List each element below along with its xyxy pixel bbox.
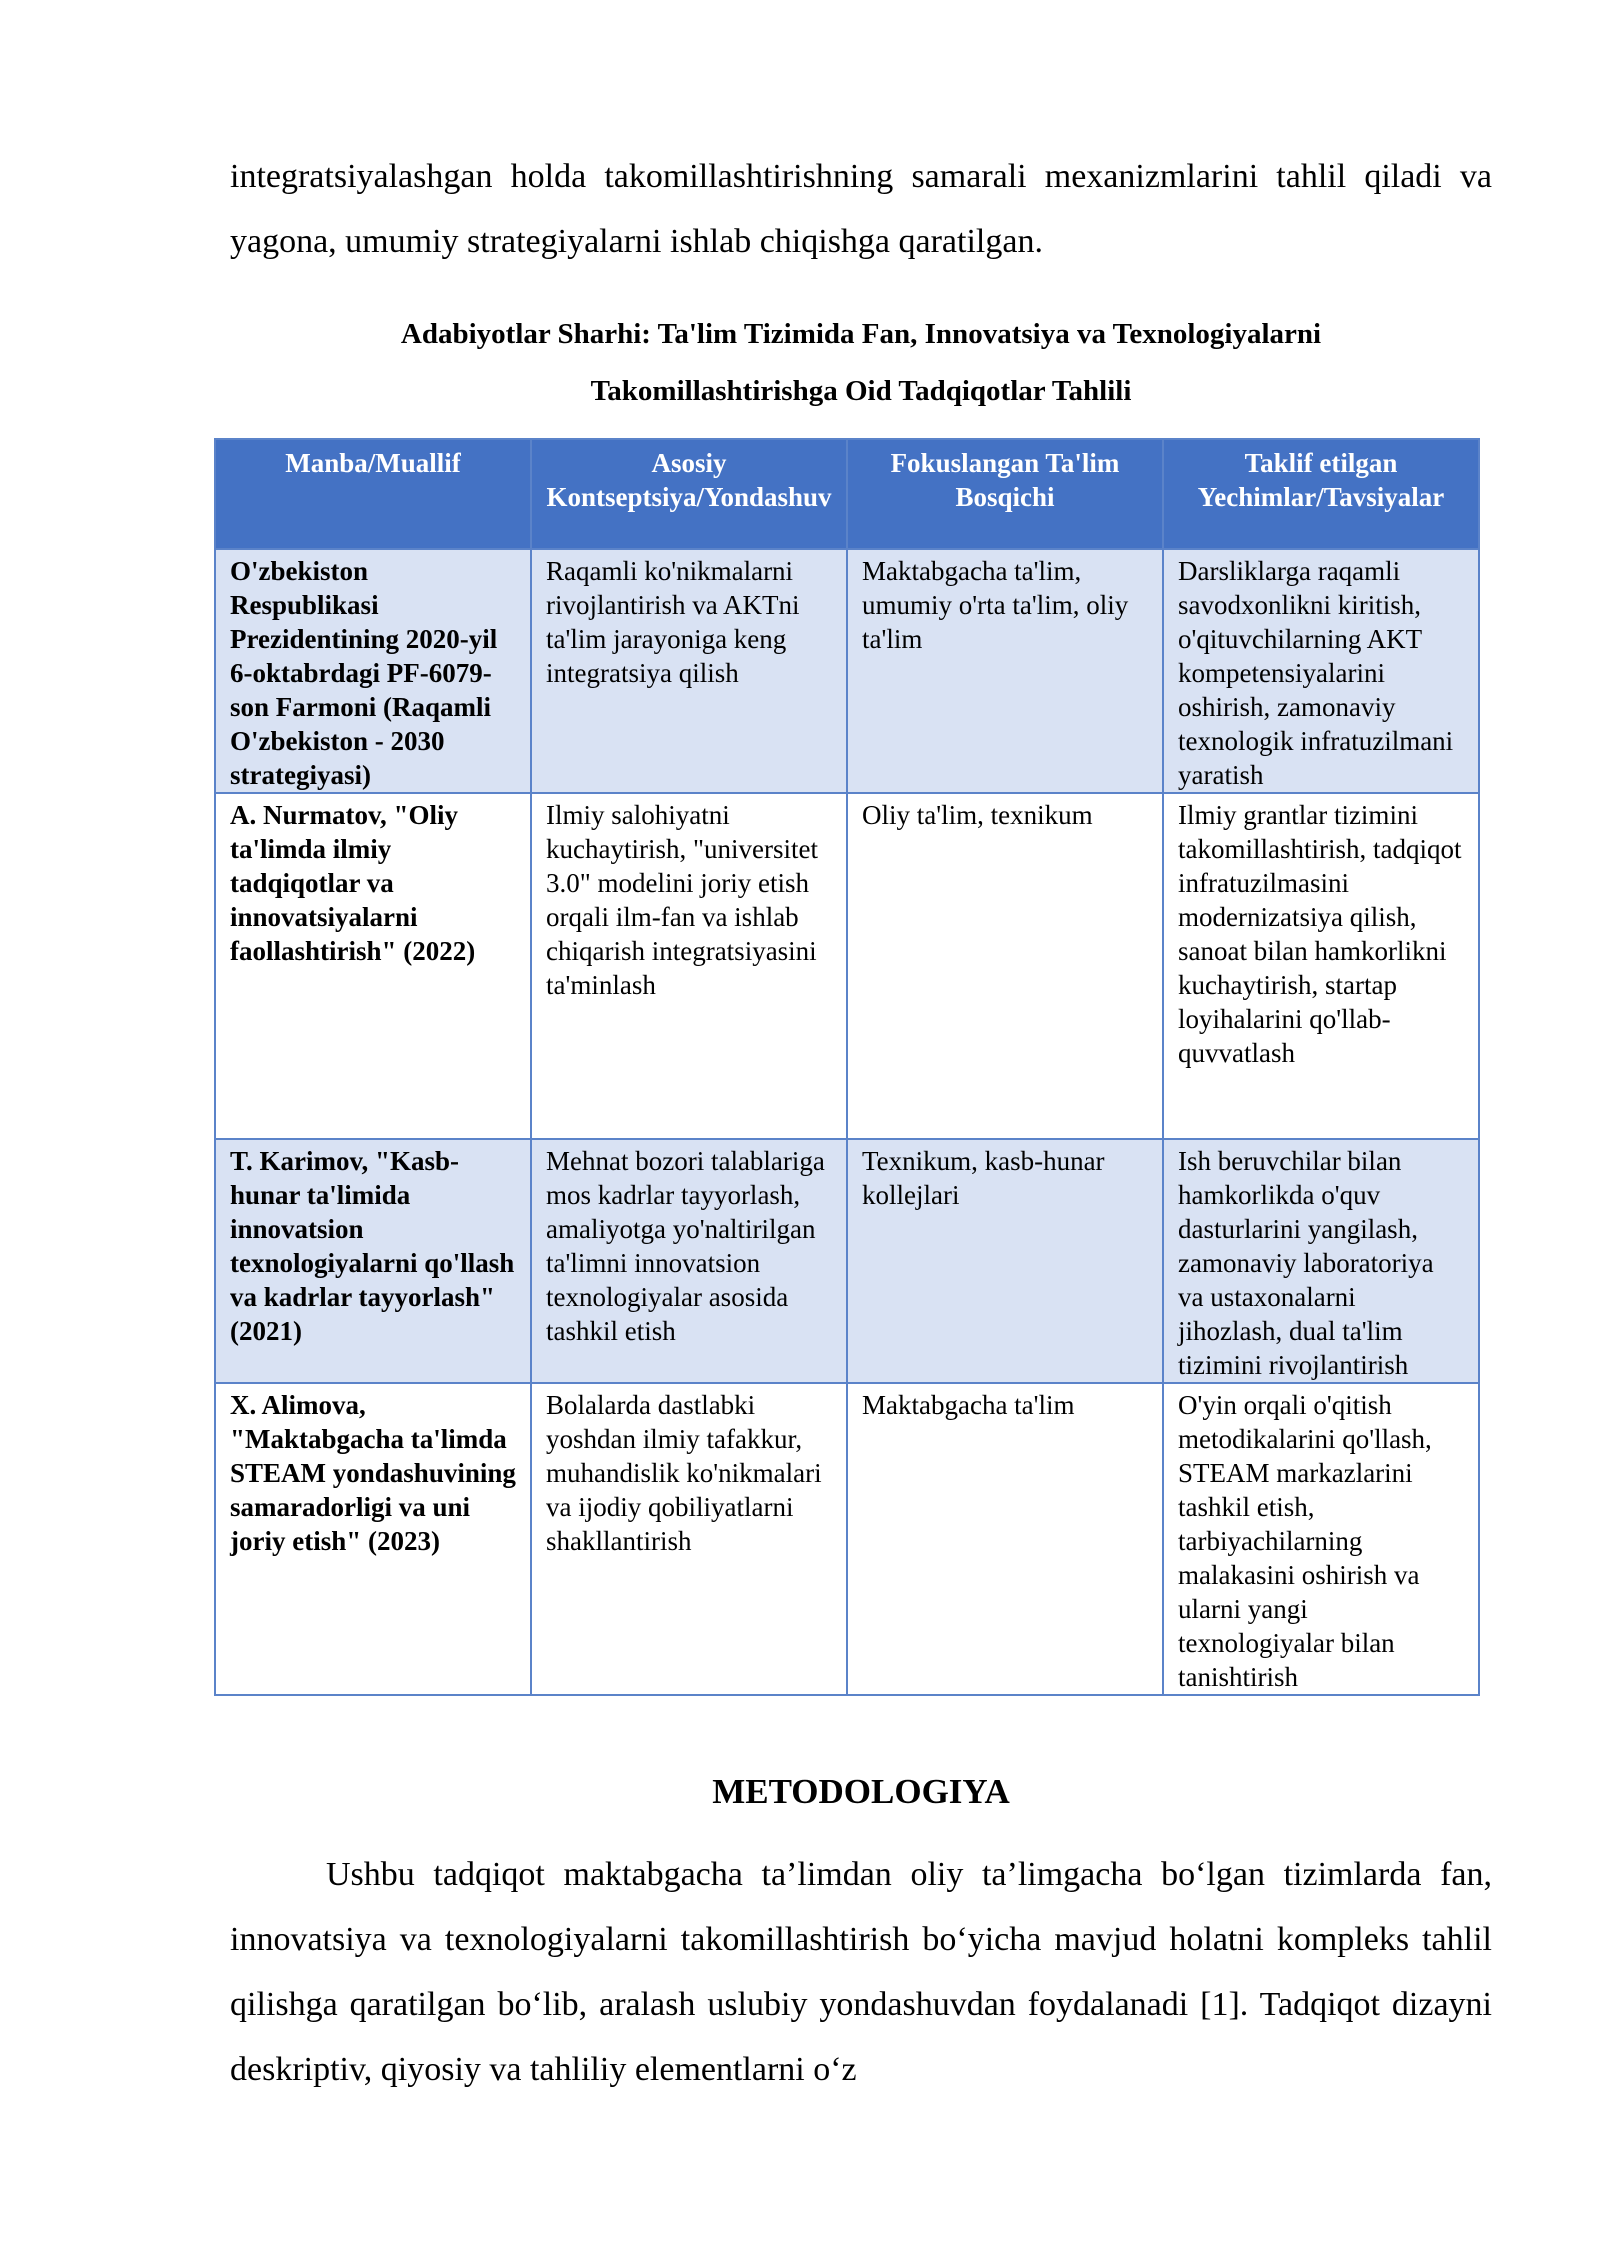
cell-solutions: Ish beruvchilar bilan hamkorlikda o'quv dasturlarini yangilash, zamonaviy laboratoriya va ustaxonalarni jihozlash, dual ta'lim tizimini rivojlantirish (1163, 1139, 1479, 1383)
methodology-paragraph: Ushbu tadqiqot maktabgacha ta’limdan oliy ta’limgacha bo‘lgan tizimlarda fan, innovatsiya va texnologiyalarni takomillashtirish bo‘yicha mavjud holatni kompleks tahlil qilishga qaratilgan bo‘lib, aralash uslubiy yondashuvdan foydalanadi [1]. Tadqiqot dizayni deskriptiv, qiyosiy va tahliliy elementlarni o‘z (230, 1856, 1492, 2088)
literature-review-table (214, 438, 1480, 1696)
section-heading: METODOLOGIYA (712, 1772, 1010, 1811)
cell-solutions: O'yin orqali o'qitish metodikalarini qo'llash, STEAM markazlarini tashkil etish, tarbiyachilarning malakasini oshirish va ularni yangi texnologiyalar bilan tanishtirish (1163, 1383, 1479, 1695)
cell-source: X. Alimova, "Maktabgacha ta'limda STEAM yondashuvining samaradorligi va uni joriy etish" (2023) (215, 1383, 531, 1695)
cell-solutions: Darsliklarga raqamli savodxonlikni kiritish, o'qituvchilarning AKT kompetensiyalarini oshirish, zamonaviy texnologik infratuzilmani yaratish (1163, 549, 1479, 793)
intro-paragraph: integratsiyalashgan holda takomillashtirishning samarali mexanizmlarini tahlil qiladi va yagona, umumiy strategiyalarni ishlab chiqishga qaratilgan. (230, 158, 1492, 260)
header-concept: Asosiy Kontseptsiya/Yondashuv (531, 439, 847, 549)
table-row (215, 1139, 1479, 1383)
header-stage: Fokuslangan Ta'lim Bosqichi (847, 439, 1163, 549)
table-row (215, 1383, 1479, 1695)
table-caption-line-2: Takomillashtirishga Oid Tadqiqotlar Tahlili (590, 375, 1132, 407)
cell-stage: Texnikum, kasb-hunar kollejlari (847, 1139, 1163, 1383)
table-row (215, 793, 1479, 1139)
header-solutions: Taklif etilgan Yechimlar/Tavsiyalar (1163, 439, 1479, 549)
cell-concept: Ilmiy salohiyatni kuchaytirish, "universitet 3.0" modelini joriy etish orqali ilm-fan va ishlab chiqarish integratsiyasini ta'minlash (531, 793, 847, 1139)
cell-concept: Mehnat bozori talablariga mos kadrlar tayyorlash, amaliyotga yo'naltirilgan ta'limni innovatsion texnologiyalar asosida tashkil etish (531, 1139, 847, 1383)
cell-solutions: Ilmiy grantlar tizimini takomillashtirish, tadqiqot infratuzilmasini modernizatsiya qilish, sanoat bilan hamkorlikni kuchaytirish, startap loyihalarini qo'llab-quvvatlash (1163, 793, 1479, 1139)
cell-source: A. Nurmatov, "Oliy ta'limda ilmiy tadqiqotlar va innovatsiyalarni faollashtirish" (2022) (215, 793, 531, 1139)
table-header-row (215, 439, 1479, 549)
cell-source: T. Karimov, "Kasb-hunar ta'limida innovatsion texnologiyalarni qo'llash va kadrlar tayyorlash" (2021) (215, 1139, 531, 1383)
table-caption (230, 306, 1492, 420)
cell-stage: Oliy ta'lim, texnikum (847, 793, 1163, 1139)
cell-stage: Maktabgacha ta'lim, umumiy o'rta ta'lim, oliy ta'lim (847, 549, 1163, 793)
table-caption-line-1: Adabiyotlar Sharhi: Ta'lim Tizimida Fan, Innovatsiya va Texnologiyalarni (400, 318, 1322, 350)
header-source: Manba/Muallif (215, 439, 531, 549)
cell-stage: Maktabgacha ta'lim (847, 1383, 1163, 1695)
cell-source: O'zbekiston Respublikasi Prezidentining 2020-yil 6-oktabrdagi PF-6079-son Farmoni (Raqamli O'zbekiston - 2030 strategiyasi) (215, 549, 531, 793)
table-row (215, 549, 1479, 793)
cell-concept: Raqamli ko'nikmalarni rivojlantirish va AKTni ta'lim jarayoniga keng integratsiya qilish (531, 549, 847, 793)
cell-concept: Bolalarda dastlabki yoshdan ilmiy tafakkur, muhandislik ko'nikmalari va ijodiy qobiliyatlarni shakllantirish (531, 1383, 847, 1695)
